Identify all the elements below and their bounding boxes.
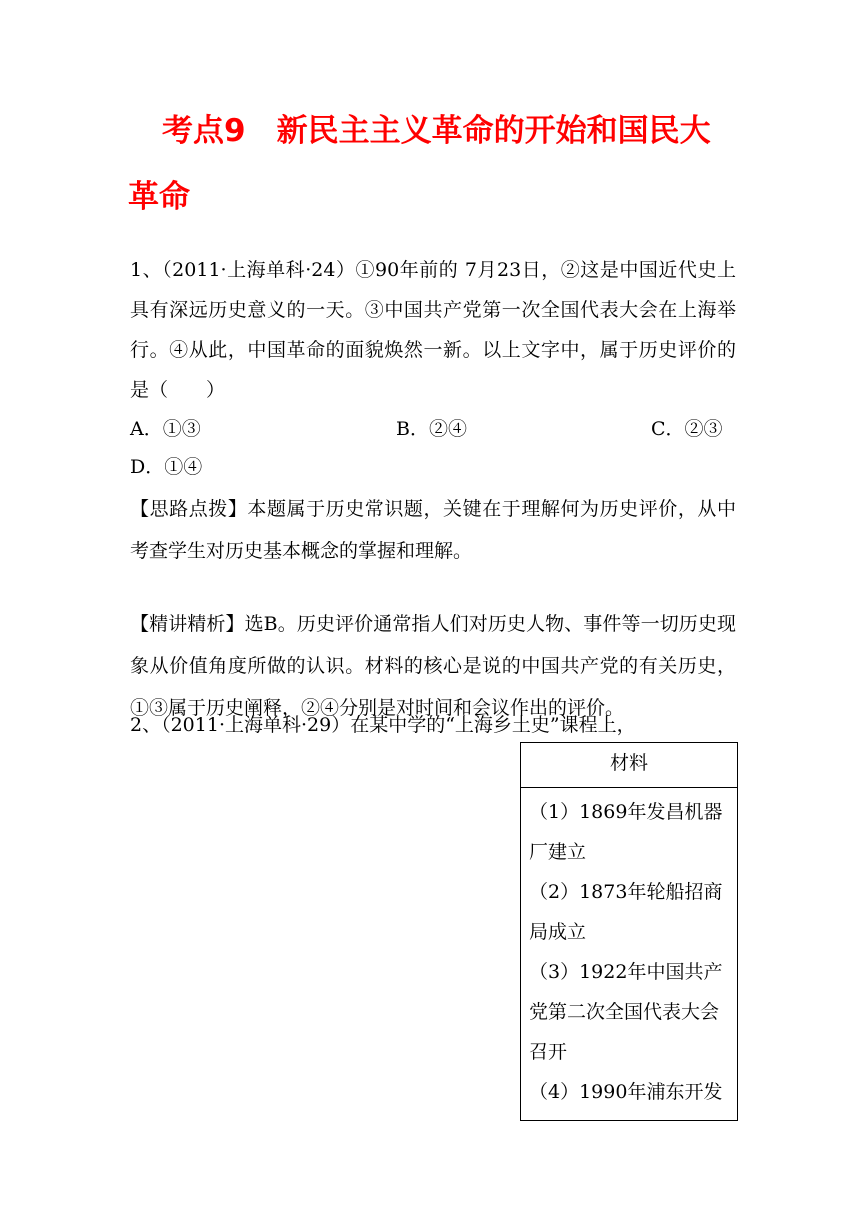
material-table-body-row [521,788,738,1121]
option-a: A．①③ [130,418,201,440]
material-table-header: 材料 [521,743,738,788]
option-d: D．①④ [130,456,203,478]
question-1-analysis: 【精讲精析】选B。历史评价通常指人们对历史人物、事件等一切历史现象从价值角度所做的认识。材料的核心是说的中国共产党的有关历史，①③属于历史阐释，②④分别是对时间和会议作出的评价。 [130,613,736,719]
option-b: B．②④ [396,418,467,440]
question-1-hint: 【思路点拨】本题属于历史常识题，关键在于理解何为历史评价，从中考查学生对历史基本概念的掌握和理解。 [130,498,736,562]
material-table [520,742,738,1121]
material-table-header-row [521,743,738,788]
material-item: （2）1873年轮船招商局成立 [529,881,723,943]
question-2-stem: 2、（2011·上海单科·29）在某中学的“上海乡土史”课程上， [130,714,636,736]
title-line-2: 革命 [128,179,190,215]
material-item: （3）1922年中国共产党第二次全国代表大会召开 [529,961,723,1063]
title-line-1: 考点9 新民主主义革命的开始和国民大 [162,113,711,149]
question-1-stem: 1、（2011·上海单科·24）①90年前的 7月23日，②这是中国近代史上具有深远历史意义的一天。③中国共产党第一次全国代表大会在上海举行。④从此，中国革命的面貌焕然一新。以上文字中，属于历史评价的是（ ） [130,259,736,401]
material-item: （4）1990年浦东开发 [529,1081,723,1103]
material-table-body [521,788,738,1121]
page-title [128,98,738,230]
option-c: C．②③ [651,418,723,440]
material-item: （1）1869年发昌机器厂建立 [529,801,723,863]
